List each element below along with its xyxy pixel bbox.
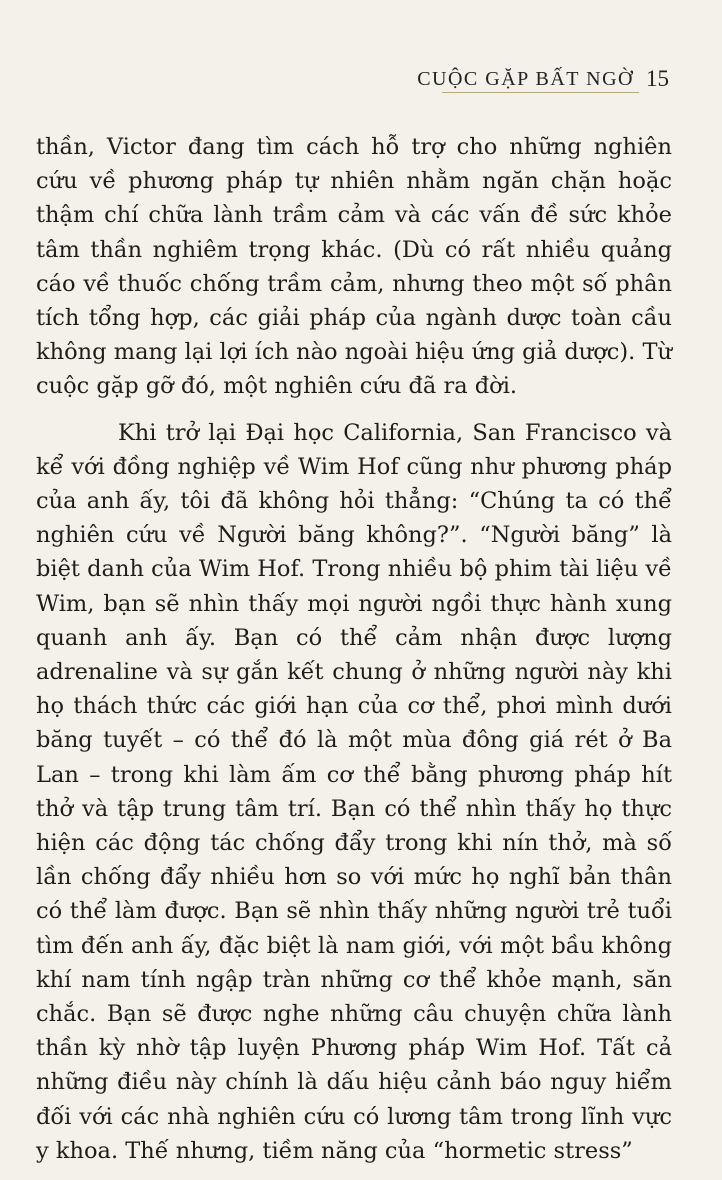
body-text: [36, 130, 672, 1168]
paragraph-1: thần, Victor đang tìm cách hỗ trợ cho những nghiên cứu về phương pháp tự nhiên nhằm ngăn chặn hoặc thậm chí chữa lành trầm cảm và các vấn đề sức khỏe tâm thần nghiêm trọng khác. (Dù có rất nhiều quảng cáo về thuốc chống trầm cảm, nhưng theo một số phân tích tổng hợp, các giải pháp của ngành dược toàn cầu không mang lại lợi ích nào ngoài hiệu ứng giả dược). Từ cuộc gặp gỡ đó, một nghiên cứu đã ra đời.: [36, 134, 672, 400]
running-title: CUỘC GẶP BẤT NGỜ: [417, 68, 634, 90]
header-rule: [442, 92, 639, 93]
page-header: [0, 62, 722, 102]
paragraph-2: Khi trở lại Đại học California, San Francisco và kể với đồng nghiệp về Wim Hof cũng như phương pháp của anh ấy, tôi đã không hỏi thẳng: “Chúng ta có thể nghiên cứu về Người băng không?”. “Người băng” là biệt danh của Wim Hof. Trong nhiều bộ phim tài liệu về Wim, bạn sẽ nhìn thấy mọi người ngồi thực hành xung quanh anh ấy. Bạn có thể cảm nhận được lượng adrenaline và sự gắn kết chung ở những người này khi họ thách thức các giới hạn của cơ thể, phơi mình dưới băng tuyết – có thể đó là một mùa đông giá rét ở Ba Lan – trong khi làm ấm cơ thể bằng phương pháp hít thở và tập trung tâm trí. Bạn có thể nhìn thấy họ thực hiện các động tác chống đẩy trong khi nín thở, mà số lần chống đẩy nhiều hơn so với mức họ nghĩ bản thân có thể làm được. Bạn sẽ nhìn thấy những người trẻ tuổi tìm đến anh ấy, đặc biệt là nam giới, với một bầu không khí nam tính ngập tràn những cơ thể khỏe mạnh, săn chắc. Bạn sẽ được nghe những câu chuyện chữa lành thần kỳ nhờ tập luyện Phương pháp Wim Hof. Tất cả những điều này chính là dấu hiệu cảnh báo nguy hiểm đối với các nhà nghiên cứu có lương tâm trong lĩnh vực y khoa. Thế nhưng, tiềm năng của “hormetic stress”: [36, 419, 672, 1164]
page-number: 15: [646, 66, 669, 91]
